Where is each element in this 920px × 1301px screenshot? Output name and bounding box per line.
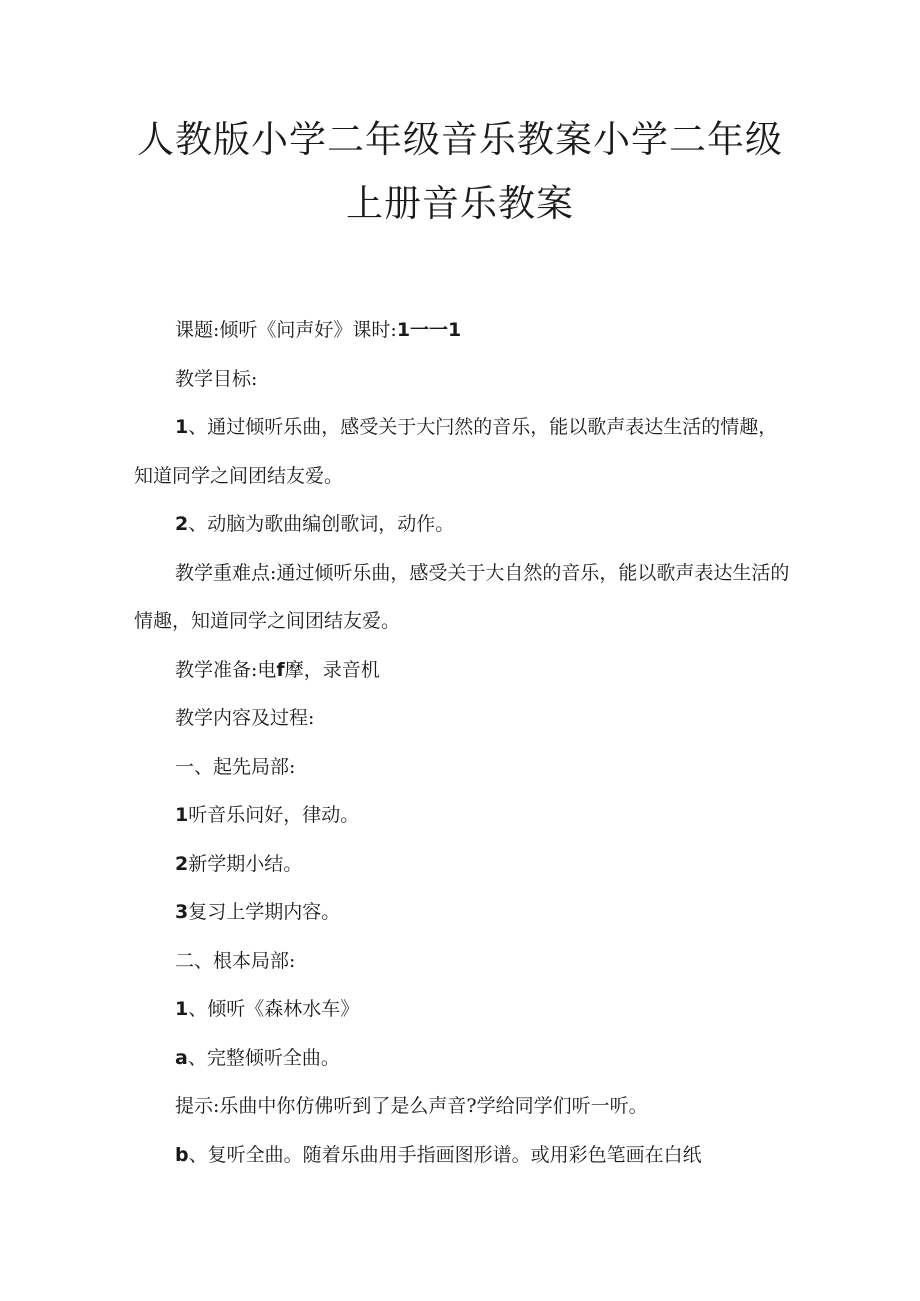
paragraph-topic: 课题:倾听《问声好》课时:1一一1 (175, 319, 462, 341)
paragraph-item-a: a、完整倾听全曲。 (175, 1046, 340, 1069)
paragraph-objectives-heading: 教学目标: (175, 367, 258, 390)
document-body (134, 306, 794, 1179)
paragraph-objective-1: 1、通过倾听乐曲，感受关于大闩然的音乐，能以歌声表达生活的情趣，知道同学之间团结友爱。 (134, 416, 778, 487)
paragraph-step-1: 1听音乐问好，律动。 (175, 804, 360, 826)
paragraph-step-3: 3复习上学期内容。 (175, 901, 341, 923)
paragraph-preparation: 教学准备:电f摩，录音机 (175, 658, 380, 681)
page-title: 人教版小学二年级音乐教案小学二年级上册音乐教案 (137, 118, 783, 225)
paragraph-hint: 提示:乐曲中你仿佛听到了是么声音?学给同学们听一听。 (175, 1095, 648, 1117)
paragraph-section-2: 二、根本局部: (175, 949, 296, 972)
paragraph-listen-heading: 1、倾听《森林水车》 (175, 998, 360, 1020)
paragraph-objective-2: 2、动脑为歌曲编创歌词，动作。 (175, 513, 455, 535)
paragraph-key-points: 教学重难点:通过倾听乐曲，感受关于大自然的音乐，能以歌声表达生活的情趣，知道同学之间团结友爱。 (134, 561, 790, 632)
paragraph-item-b: b、复听全曲。随着乐曲用手指画图形谱。或用彩色笔画在白纸 (175, 1143, 702, 1166)
paragraph-step-2: 2新学期小结。 (175, 852, 303, 875)
paragraph-section-1: 一、起先局部: (175, 755, 296, 778)
paragraph-content-heading: 教学内容及过程: (175, 707, 315, 729)
